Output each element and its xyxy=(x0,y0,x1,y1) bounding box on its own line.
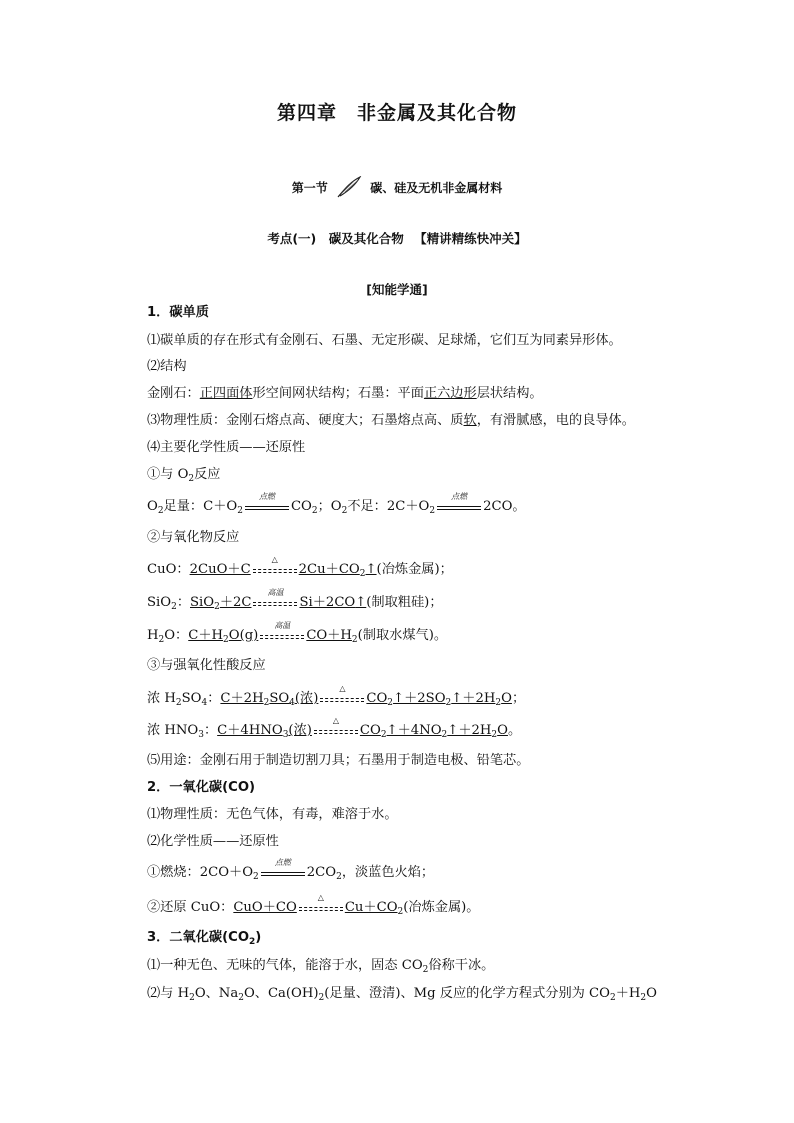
co2-text: O、Ca(OH) xyxy=(243,986,319,1001)
condition-text: △ xyxy=(332,715,339,725)
condition-heat xyxy=(253,554,297,577)
physical-part: ，有滑腻感，电的良导体。 xyxy=(476,413,635,428)
eq-label: CuO： xyxy=(147,562,190,577)
o2-heading-text: 反应 xyxy=(194,467,221,482)
condition-text: 高温 xyxy=(267,587,284,597)
h2o-equation xyxy=(147,620,707,645)
o2-equation-line xyxy=(147,491,707,516)
subscript: 2 xyxy=(175,698,182,708)
gas-arrow: ↑ xyxy=(355,595,367,610)
eq-text: 不足：2C＋O xyxy=(347,499,430,514)
eq-left: 2CuO＋C xyxy=(189,562,251,577)
condition-heat xyxy=(320,683,364,706)
chapter-title: 第四章 非金属及其化合物 xyxy=(276,102,517,124)
subscript: 2 xyxy=(237,506,243,516)
condition-text: △ xyxy=(271,554,278,564)
eq-left: CuO＋CO xyxy=(233,900,297,915)
kaodian-title: 考点(一) 碳及其化合物 xyxy=(267,231,404,246)
eq-text: O xyxy=(147,499,158,514)
condition-text: 高温 xyxy=(274,620,291,630)
kaodian-tag: 【精讲精练快冲关】 xyxy=(414,231,527,246)
subscript: 2 xyxy=(238,993,244,1003)
carbon-structure xyxy=(147,385,707,403)
eq-left xyxy=(217,723,312,738)
carbon-forms: ⑴碳单质的存在形式有金刚石、石墨、无定形碳、足球烯，它们互为同素异形体。 xyxy=(147,333,622,348)
subscript: 2 xyxy=(387,698,394,708)
subscript: 2 xyxy=(422,965,429,975)
eq-left xyxy=(220,691,318,706)
eq-right xyxy=(299,595,366,610)
co2-heading-text: 3．二氧化碳(CO xyxy=(147,930,250,945)
eq-left-text: (浓) xyxy=(288,723,312,738)
oxide-heading: ②与氧化物反应 xyxy=(147,530,240,545)
subscript: 2 xyxy=(441,730,448,740)
eq-left xyxy=(190,595,251,610)
condition-ignite xyxy=(437,491,481,514)
subscript: 2 xyxy=(158,635,165,645)
co-heading: 2．一氧化碳(CO) xyxy=(147,780,256,795)
structure-answer-1: 正四面体 xyxy=(199,386,253,401)
eq-left-text: SO xyxy=(269,691,290,706)
subscript: 2 xyxy=(351,635,358,645)
subscript: 2 xyxy=(263,698,270,708)
subscript: 2 xyxy=(253,872,259,882)
section-title xyxy=(0,176,794,201)
eq-right-text: O xyxy=(501,691,512,706)
physical-part: ⑶物理性质：金刚石熔点高、硬度大；石墨熔点高、质 xyxy=(147,413,464,428)
eq-label: ： xyxy=(207,691,221,706)
eq-right-text: 2Cu＋CO xyxy=(298,562,360,577)
structure-part: 形空间网状结构；石墨：平面 xyxy=(252,386,424,401)
kaodian-heading xyxy=(0,229,794,247)
co2-text: (足量、澄清)、Mg 反应的化学方程式分别为 CO xyxy=(324,986,610,1001)
condition-high-temp xyxy=(260,620,304,643)
subscript: 2 xyxy=(491,730,498,740)
eq-text: ，淡蓝色火焰； xyxy=(341,865,435,880)
eq-left-text: ＋2C xyxy=(219,595,252,610)
condition-ignite xyxy=(245,491,289,514)
eq-label: ②还原 CuO： xyxy=(147,900,234,915)
subscript: 4 xyxy=(289,698,295,708)
subscript: 3 xyxy=(198,730,204,740)
eq-right-text: ↑＋2H xyxy=(447,723,492,738)
eq-note: (冶炼金属)； xyxy=(376,562,453,577)
condition-heat xyxy=(314,715,358,738)
eq-right-text: CO＋H xyxy=(306,628,352,643)
co2-text: ＋H xyxy=(615,986,641,1001)
eq-right-text: CO xyxy=(359,723,381,738)
eq-right-text: ↑＋2SO xyxy=(393,691,446,706)
eq-right xyxy=(306,628,357,643)
subscript: 2 xyxy=(341,506,348,516)
eq-label: SO xyxy=(181,691,202,706)
eq-text: 2CO xyxy=(306,865,337,880)
subscript: 2 xyxy=(311,506,318,516)
gas-arrow: ↑ xyxy=(365,562,377,577)
subscript: 2 xyxy=(445,698,452,708)
subscript: 2 xyxy=(188,474,195,484)
eq-right xyxy=(366,691,512,706)
o2-heading-text: ①与 O xyxy=(147,467,189,482)
eq-left-text: C＋4HNO xyxy=(217,723,283,738)
eq-left-text: SiO xyxy=(190,595,215,610)
eq-right xyxy=(360,723,508,738)
eq-right-text: O xyxy=(497,723,508,738)
co2-text: ⑵与 H xyxy=(147,986,190,1001)
eq-label: 浓 HNO xyxy=(147,723,199,738)
hno3-equation xyxy=(147,715,707,740)
co-chemical-heading: ⑵化学性质——还原性 xyxy=(147,834,279,849)
subscript: 2 xyxy=(609,993,616,1003)
subscript: 2 xyxy=(495,698,502,708)
zhineng-heading: [知能学通] xyxy=(366,282,428,297)
h2so4-equation xyxy=(147,683,707,708)
eq-label: H xyxy=(147,628,159,643)
subscript: 3 xyxy=(282,730,289,740)
eq-left-text: C＋2H xyxy=(220,691,264,706)
co2-heading xyxy=(147,929,707,947)
condition-heat xyxy=(299,892,343,915)
eq-note: (制取粗硅)； xyxy=(366,595,443,610)
structure-part: 金刚石： xyxy=(147,386,200,401)
physical-answer: 软 xyxy=(463,413,477,428)
subscript: 2 xyxy=(429,506,436,516)
eq-label: SiO xyxy=(147,595,172,610)
eq-note: ； xyxy=(511,691,526,706)
eq-right-text: Si＋2CO xyxy=(299,595,356,610)
eq-label: O： xyxy=(164,628,189,643)
subscript: 2 xyxy=(157,506,164,516)
subscript: 2 xyxy=(359,569,366,579)
eq-right-text: Cu＋CO xyxy=(344,900,398,915)
co2-line-2 xyxy=(147,985,707,1003)
condition-text: △ xyxy=(317,892,324,902)
subscript: 2 xyxy=(318,993,325,1003)
eq-text: CO xyxy=(290,499,312,514)
eq-note: (制取水煤气)。 xyxy=(357,628,448,643)
co-burn-equation xyxy=(147,857,707,882)
eq-left-text: C＋H xyxy=(188,628,224,643)
co2-text: ⑴一种无色、无味的气体，能溶于水，固态 CO xyxy=(147,958,423,973)
carbon-structure-heading: ⑵结构 xyxy=(147,359,187,374)
eq-label: ： xyxy=(176,595,190,610)
subscript: 2 xyxy=(189,993,195,1003)
co-physical: ⑴物理性质：无色气体，有毒，难溶于水。 xyxy=(147,807,398,822)
eq-right-text: CO xyxy=(366,691,388,706)
eq-label: ： xyxy=(203,723,218,738)
co-reduce-equation xyxy=(147,892,707,917)
condition-ignite xyxy=(261,857,305,880)
structure-part: 层状结构。 xyxy=(476,386,543,401)
co2-heading-text: ) xyxy=(255,930,262,945)
subscript: 4 xyxy=(201,698,208,708)
carbon-use: ⑸用途：金刚石用于制造切割刀具；石墨用于制造电极、铅笔芯。 xyxy=(147,753,530,768)
feather-icon xyxy=(336,176,362,201)
condition-text: 点燃 xyxy=(451,491,468,501)
eq-note: (冶炼金属)。 xyxy=(403,900,480,915)
o2-heading xyxy=(147,466,707,484)
subscript: 2 xyxy=(214,602,220,612)
structure-answer-2: 正六边形 xyxy=(423,386,477,401)
condition-text: 点燃 xyxy=(258,491,275,501)
eq-left-text: O(g) xyxy=(228,628,259,643)
eq-right xyxy=(299,562,377,577)
subscript: 2 xyxy=(380,730,387,740)
condition-text: △ xyxy=(339,683,346,693)
eq-left xyxy=(188,628,258,643)
eq-right xyxy=(345,900,403,915)
eq-left-text: (浓) xyxy=(294,691,319,706)
eq-right-text: ↑＋4NO xyxy=(386,723,442,738)
co2-text: O、Na xyxy=(194,986,239,1001)
acid-heading: ③与强氧化性酸反应 xyxy=(147,658,266,673)
subscript: 2 xyxy=(336,872,342,882)
subscript: 2 xyxy=(249,937,256,947)
eq-label: 浓 H xyxy=(147,691,176,706)
section-name: 碳、硅及无机非金属材料 xyxy=(370,181,503,195)
condition-high-temp xyxy=(253,587,297,610)
eq-text: 2CO。 xyxy=(483,499,526,514)
co2-text: O xyxy=(646,986,657,1001)
co2-text: 俗称干冰。 xyxy=(428,958,495,973)
eq-text: ①燃烧：2CO＋O xyxy=(147,865,254,880)
eq-note: 。 xyxy=(507,723,522,738)
subscript: 2 xyxy=(171,602,177,612)
eq-right-text: ↑＋2H xyxy=(451,691,496,706)
subscript: 2 xyxy=(223,635,229,645)
subscript: 2 xyxy=(640,993,647,1003)
sio2-equation xyxy=(147,587,707,612)
co2-line-1 xyxy=(147,957,707,975)
subscript: 2 xyxy=(397,907,404,917)
carbon-physical xyxy=(147,412,707,430)
section-prefix: 第一节 xyxy=(291,181,328,195)
eq-text: ；O xyxy=(317,499,342,514)
eq-text: 足量：C＋O xyxy=(163,499,238,514)
cuo-equation xyxy=(147,554,707,579)
condition-text: 点燃 xyxy=(274,857,291,867)
carbon-chemical-heading: ⑷主要化学性质——还原性 xyxy=(147,440,306,455)
carbon-heading: 1．碳单质 xyxy=(147,305,209,320)
